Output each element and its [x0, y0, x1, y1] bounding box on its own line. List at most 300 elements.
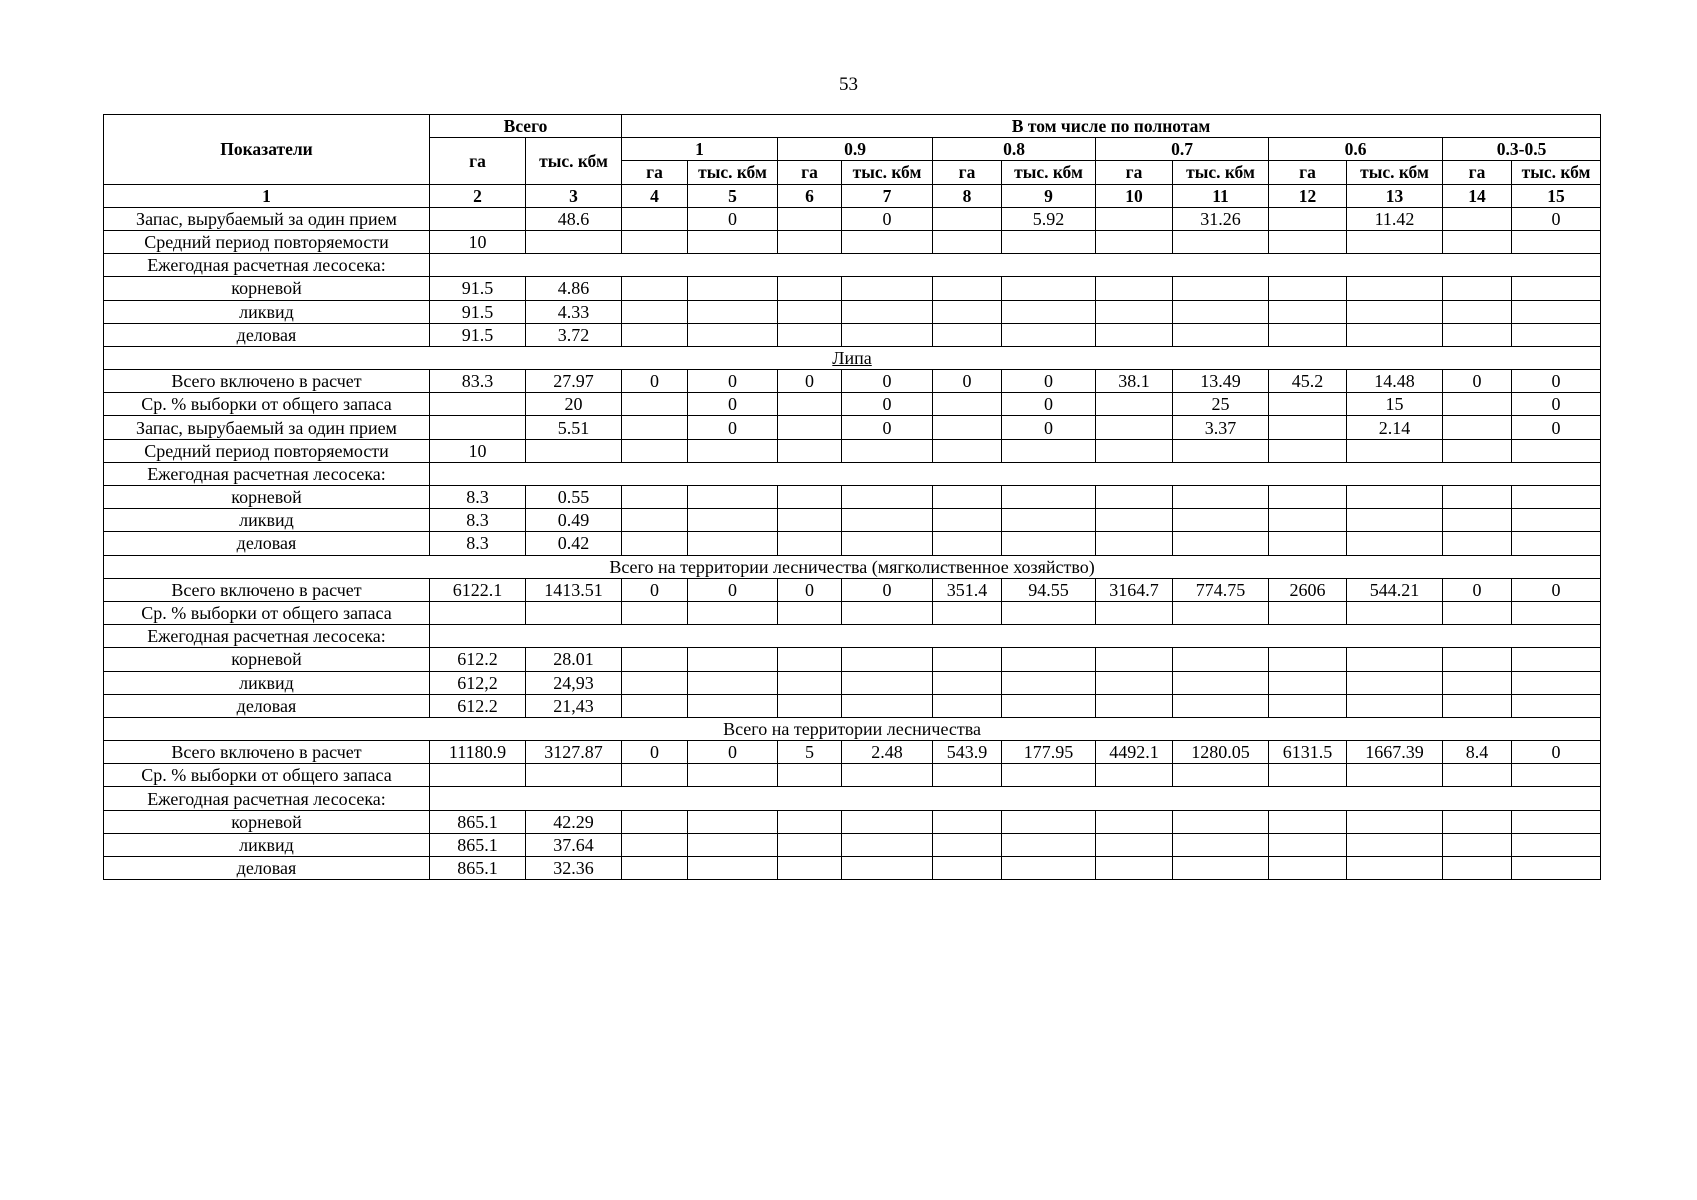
table-cell: [1269, 857, 1347, 880]
table-cell: 0.49: [526, 509, 622, 532]
table-cell: [1347, 300, 1443, 323]
table-cell: [778, 393, 842, 416]
subheading-row: [104, 625, 1601, 648]
table-cell: 865.1: [430, 810, 526, 833]
table-cell: [1269, 486, 1347, 509]
table-cell: 865.1: [430, 833, 526, 856]
table-cell: [1002, 857, 1096, 880]
table-cell: [1096, 764, 1173, 787]
table-cell: [1002, 671, 1096, 694]
table-cell: [778, 486, 842, 509]
table-cell: [688, 671, 778, 694]
header-ha: га: [778, 161, 842, 184]
table-cell: [622, 833, 688, 856]
table-cell: [622, 764, 688, 787]
table-cell: [1512, 230, 1601, 253]
table-cell: [1173, 277, 1269, 300]
table-cell: [1173, 648, 1269, 671]
table-row: [104, 416, 1601, 439]
table-cell: [778, 439, 842, 462]
table-cell: 48.6: [526, 207, 622, 230]
table-cell: [1002, 439, 1096, 462]
table-cell: 0: [1443, 578, 1512, 601]
table-cell: [933, 601, 1002, 624]
table-cell: [1512, 810, 1601, 833]
section-title-text: Липа: [832, 347, 872, 368]
column-number-row: [104, 184, 1601, 207]
table-cell: [933, 764, 1002, 787]
table-cell: [933, 230, 1002, 253]
table-cell: [1347, 764, 1443, 787]
table-cell: 4.86: [526, 277, 622, 300]
table-cell: [1173, 810, 1269, 833]
table-cell: 0: [622, 370, 688, 393]
table-cell: [1096, 230, 1173, 253]
table-cell: [622, 857, 688, 880]
table-cell: [1269, 509, 1347, 532]
table-cell: 0: [688, 370, 778, 393]
table-cell: [1347, 857, 1443, 880]
table-cell: [1173, 439, 1269, 462]
table-cell: [1443, 439, 1512, 462]
column-number: 7: [842, 184, 933, 207]
table-cell: 32.36: [526, 857, 622, 880]
table-cell: [622, 277, 688, 300]
table-cell: 0: [1512, 370, 1601, 393]
table-cell: [1443, 207, 1512, 230]
row-label: Ежегодная расчетная лесосека:: [104, 462, 430, 485]
table-cell: [688, 694, 778, 717]
table-cell: [688, 439, 778, 462]
table-cell: [933, 323, 1002, 346]
table-cell: 0: [1512, 578, 1601, 601]
table-cell: 0: [1002, 370, 1096, 393]
table-cell: [1347, 671, 1443, 694]
row-label: Ежегодная расчетная лесосека:: [104, 625, 430, 648]
table-cell: 544.21: [1347, 578, 1443, 601]
row-label: Ср. % выборки от общего запаса: [104, 601, 430, 624]
table-cell: [1096, 857, 1173, 880]
table-cell: [1443, 393, 1512, 416]
table-cell: [1269, 833, 1347, 856]
section-title: [104, 346, 1601, 369]
column-number: 4: [622, 184, 688, 207]
table-cell: 94.55: [1002, 578, 1096, 601]
table-cell: [1002, 509, 1096, 532]
table-cell: [933, 416, 1002, 439]
table-cell: [1512, 532, 1601, 555]
table-cell: [1512, 671, 1601, 694]
table-cell: 0: [688, 393, 778, 416]
table-cell: [1096, 509, 1173, 532]
column-number: 15: [1512, 184, 1601, 207]
table-cell: [622, 230, 688, 253]
table-cell: [1096, 671, 1173, 694]
row-label: корневой: [104, 486, 430, 509]
table-cell: 3.37: [1173, 416, 1269, 439]
table-cell: [526, 764, 622, 787]
row-label: Средний период повторяемости: [104, 439, 430, 462]
table-cell: [778, 416, 842, 439]
table-cell: [933, 486, 1002, 509]
table-cell: [1002, 486, 1096, 509]
column-number: 14: [1443, 184, 1512, 207]
table-cell: [1347, 439, 1443, 462]
row-label: деловая: [104, 857, 430, 880]
table-cell: [778, 300, 842, 323]
table-cell: [778, 277, 842, 300]
table-cell: [622, 300, 688, 323]
row-label: Запас, вырубаемый за один прием: [104, 416, 430, 439]
table-cell: 45.2: [1269, 370, 1347, 393]
table-cell: [622, 416, 688, 439]
header-row-1: [104, 115, 1601, 138]
table-cell: [842, 323, 933, 346]
column-number: 8: [933, 184, 1002, 207]
table-cell: [526, 601, 622, 624]
table-cell: 0: [778, 370, 842, 393]
table-cell: [688, 857, 778, 880]
table-cell: [526, 439, 622, 462]
table-cell: [842, 857, 933, 880]
section-title: [104, 717, 1601, 740]
table-cell: [688, 764, 778, 787]
table-cell: [1002, 532, 1096, 555]
table-row: [104, 648, 1601, 671]
row-label: Ежегодная расчетная лесосека:: [104, 787, 430, 810]
table-cell: [1002, 323, 1096, 346]
table-cell: 0: [622, 741, 688, 764]
header-total-volume: тыс. кбм: [526, 138, 622, 184]
table-cell: [1269, 648, 1347, 671]
table-cell: 774.75: [1173, 578, 1269, 601]
column-number: 1: [104, 184, 430, 207]
table-cell: 5: [778, 741, 842, 764]
table-cell: [1512, 439, 1601, 462]
header-density: 0.8: [933, 138, 1096, 161]
table-cell: [1443, 277, 1512, 300]
header-indicators: Показатели: [104, 115, 430, 185]
table-cell: [1173, 300, 1269, 323]
table-cell: [1269, 671, 1347, 694]
table-cell: 28.01: [526, 648, 622, 671]
header-volume: тыс. кбм: [1002, 161, 1096, 184]
column-number: 5: [688, 184, 778, 207]
table-cell: 38.1: [1096, 370, 1173, 393]
empty-cell: [430, 625, 1601, 648]
table-cell: [842, 486, 933, 509]
header-volume: тыс. кбм: [1173, 161, 1269, 184]
table-cell: 3164.7: [1096, 578, 1173, 601]
table-cell: [778, 601, 842, 624]
table-cell: [1347, 509, 1443, 532]
table-cell: [842, 509, 933, 532]
table-cell: 0: [933, 370, 1002, 393]
section-title-text: Всего на территории лесничества: [723, 718, 981, 739]
table-cell: [688, 833, 778, 856]
table-cell: 91.5: [430, 277, 526, 300]
table-cell: [1512, 764, 1601, 787]
table-cell: [933, 277, 1002, 300]
table-cell: [933, 833, 1002, 856]
table-cell: [1173, 323, 1269, 346]
table-cell: [1002, 230, 1096, 253]
table-cell: [1512, 694, 1601, 717]
table-cell: [688, 323, 778, 346]
table-cell: [778, 648, 842, 671]
table-cell: 8.3: [430, 486, 526, 509]
table-cell: [778, 323, 842, 346]
table-cell: [842, 277, 933, 300]
subheading-row: [104, 462, 1601, 485]
table-cell: [526, 230, 622, 253]
header-ha: га: [1269, 161, 1347, 184]
table-cell: [1443, 857, 1512, 880]
table-cell: [1347, 486, 1443, 509]
table-cell: 11180.9: [430, 741, 526, 764]
table-cell: [1173, 230, 1269, 253]
table-cell: 0.55: [526, 486, 622, 509]
table-cell: [933, 300, 1002, 323]
table-cell: [1269, 694, 1347, 717]
table-row: [104, 509, 1601, 532]
table-cell: 177.95: [1002, 741, 1096, 764]
table-cell: 3.72: [526, 323, 622, 346]
table-cell: [622, 439, 688, 462]
table-cell: 10: [430, 230, 526, 253]
table-cell: [1173, 671, 1269, 694]
table-cell: [1512, 833, 1601, 856]
table-row: [104, 532, 1601, 555]
row-label: корневой: [104, 810, 430, 833]
table-row: [104, 207, 1601, 230]
table-cell: [842, 764, 933, 787]
table-cell: 0: [1512, 416, 1601, 439]
table-cell: [622, 207, 688, 230]
table-cell: 10: [430, 439, 526, 462]
table-cell: [778, 857, 842, 880]
table-cell: [1443, 532, 1512, 555]
table-cell: 2.14: [1347, 416, 1443, 439]
table-cell: 1280.05: [1173, 741, 1269, 764]
table-cell: [933, 509, 1002, 532]
table-cell: [1347, 601, 1443, 624]
table-cell: 2606: [1269, 578, 1347, 601]
column-number: 3: [526, 184, 622, 207]
table-cell: 0: [622, 578, 688, 601]
row-label: корневой: [104, 277, 430, 300]
table-cell: [842, 601, 933, 624]
table-cell: [842, 230, 933, 253]
table-cell: [688, 509, 778, 532]
table-cell: [1096, 532, 1173, 555]
table-cell: [1443, 694, 1512, 717]
table-row: [104, 230, 1601, 253]
table-cell: [1443, 764, 1512, 787]
table-cell: [688, 648, 778, 671]
table-cell: [933, 393, 1002, 416]
table-cell: 0: [688, 416, 778, 439]
table-cell: [1096, 833, 1173, 856]
table-cell: [622, 509, 688, 532]
table-cell: [1443, 601, 1512, 624]
table-cell: 0: [1443, 370, 1512, 393]
table-cell: [1347, 694, 1443, 717]
header-total-ha: га: [430, 138, 526, 184]
table-cell: 0: [842, 393, 933, 416]
row-label: ликвид: [104, 833, 430, 856]
row-label: Запас, вырубаемый за один прием: [104, 207, 430, 230]
table-cell: [933, 207, 1002, 230]
table-cell: 0: [1002, 416, 1096, 439]
table-cell: [1347, 532, 1443, 555]
table-cell: 3127.87: [526, 741, 622, 764]
table-cell: [1096, 300, 1173, 323]
table-cell: 91.5: [430, 300, 526, 323]
page-number: 53: [839, 74, 858, 95]
table-cell: 4492.1: [1096, 741, 1173, 764]
table-cell: 612.2: [430, 694, 526, 717]
table-cell: [1096, 439, 1173, 462]
table-cell: [1269, 277, 1347, 300]
table-row: [104, 601, 1601, 624]
table-cell: 0: [1512, 741, 1601, 764]
table-cell: 5.51: [526, 416, 622, 439]
table-row: [104, 671, 1601, 694]
table-cell: [1269, 416, 1347, 439]
table-cell: 8.3: [430, 532, 526, 555]
table-cell: [778, 230, 842, 253]
table-cell: [1512, 300, 1601, 323]
table-cell: [1173, 486, 1269, 509]
table-cell: 15: [1347, 393, 1443, 416]
table-cell: 14.48: [1347, 370, 1443, 393]
table-cell: [1002, 601, 1096, 624]
table-cell: [688, 300, 778, 323]
table-cell: 0: [1002, 393, 1096, 416]
row-label: Всего включено в расчет: [104, 578, 430, 601]
column-number: 10: [1096, 184, 1173, 207]
table-row: [104, 833, 1601, 856]
table-cell: [622, 393, 688, 416]
table-cell: 6122.1: [430, 578, 526, 601]
table-cell: [1512, 323, 1601, 346]
table-cell: [688, 230, 778, 253]
table-cell: 91.5: [430, 323, 526, 346]
table-cell: 865.1: [430, 857, 526, 880]
row-label: ликвид: [104, 300, 430, 323]
row-label: деловая: [104, 532, 430, 555]
table-cell: [1002, 648, 1096, 671]
table-cell: [622, 532, 688, 555]
header-volume: тыс. кбм: [688, 161, 778, 184]
table-cell: 11.42: [1347, 207, 1443, 230]
table-cell: [1347, 277, 1443, 300]
section-row: [104, 346, 1601, 369]
table-cell: [1096, 810, 1173, 833]
table-cell: [1269, 439, 1347, 462]
table-cell: 21,43: [526, 694, 622, 717]
table-cell: [1347, 648, 1443, 671]
table-row: [104, 370, 1601, 393]
table-cell: [842, 532, 933, 555]
column-number: 11: [1173, 184, 1269, 207]
table-cell: [622, 486, 688, 509]
table-cell: 37.64: [526, 833, 622, 856]
table-row: [104, 277, 1601, 300]
table-cell: 1413.51: [526, 578, 622, 601]
table-row: [104, 810, 1601, 833]
table-cell: [1002, 810, 1096, 833]
table-row: [104, 323, 1601, 346]
table-cell: [1269, 323, 1347, 346]
table-cell: [1443, 671, 1512, 694]
table-cell: 13.49: [1173, 370, 1269, 393]
table-cell: [688, 532, 778, 555]
table-cell: [778, 810, 842, 833]
table-cell: [1347, 323, 1443, 346]
table-cell: [1347, 810, 1443, 833]
table-cell: [778, 694, 842, 717]
column-number: 6: [778, 184, 842, 207]
table-cell: [430, 601, 526, 624]
table-cell: [1443, 509, 1512, 532]
table-cell: [1002, 277, 1096, 300]
table-cell: [622, 601, 688, 624]
table-cell: 0.42: [526, 532, 622, 555]
row-label: деловая: [104, 694, 430, 717]
subheading-row: [104, 787, 1601, 810]
table-cell: [1096, 601, 1173, 624]
section-row: [104, 555, 1601, 578]
table-cell: 2.48: [842, 741, 933, 764]
table-cell: [1443, 486, 1512, 509]
table-cell: 0: [842, 416, 933, 439]
table-cell: [1443, 300, 1512, 323]
table-cell: [1512, 648, 1601, 671]
table-cell: 0: [1512, 393, 1601, 416]
table-cell: [1512, 857, 1601, 880]
table-cell: [622, 648, 688, 671]
table-cell: [1443, 416, 1512, 439]
header-total: Всего: [430, 115, 622, 138]
table-cell: [842, 439, 933, 462]
table-row: [104, 764, 1601, 787]
table-cell: 42.29: [526, 810, 622, 833]
table-cell: [688, 277, 778, 300]
table-cell: [430, 207, 526, 230]
table-cell: [430, 764, 526, 787]
empty-cell: [430, 462, 1601, 485]
table-cell: 6131.5: [1269, 741, 1347, 764]
table-cell: [842, 300, 933, 323]
table-cell: [778, 207, 842, 230]
table-cell: [1443, 323, 1512, 346]
table-cell: [622, 671, 688, 694]
empty-cell: [430, 254, 1601, 277]
table-cell: [622, 323, 688, 346]
row-label: Ежегодная расчетная лесосека:: [104, 254, 430, 277]
table-cell: 25: [1173, 393, 1269, 416]
table-cell: [1269, 300, 1347, 323]
table-cell: 31.26: [1173, 207, 1269, 230]
table-row: [104, 300, 1601, 323]
table-cell: [1096, 694, 1173, 717]
table-cell: 1667.39: [1347, 741, 1443, 764]
table-cell: [778, 833, 842, 856]
table-cell: [1269, 532, 1347, 555]
table-cell: [933, 439, 1002, 462]
